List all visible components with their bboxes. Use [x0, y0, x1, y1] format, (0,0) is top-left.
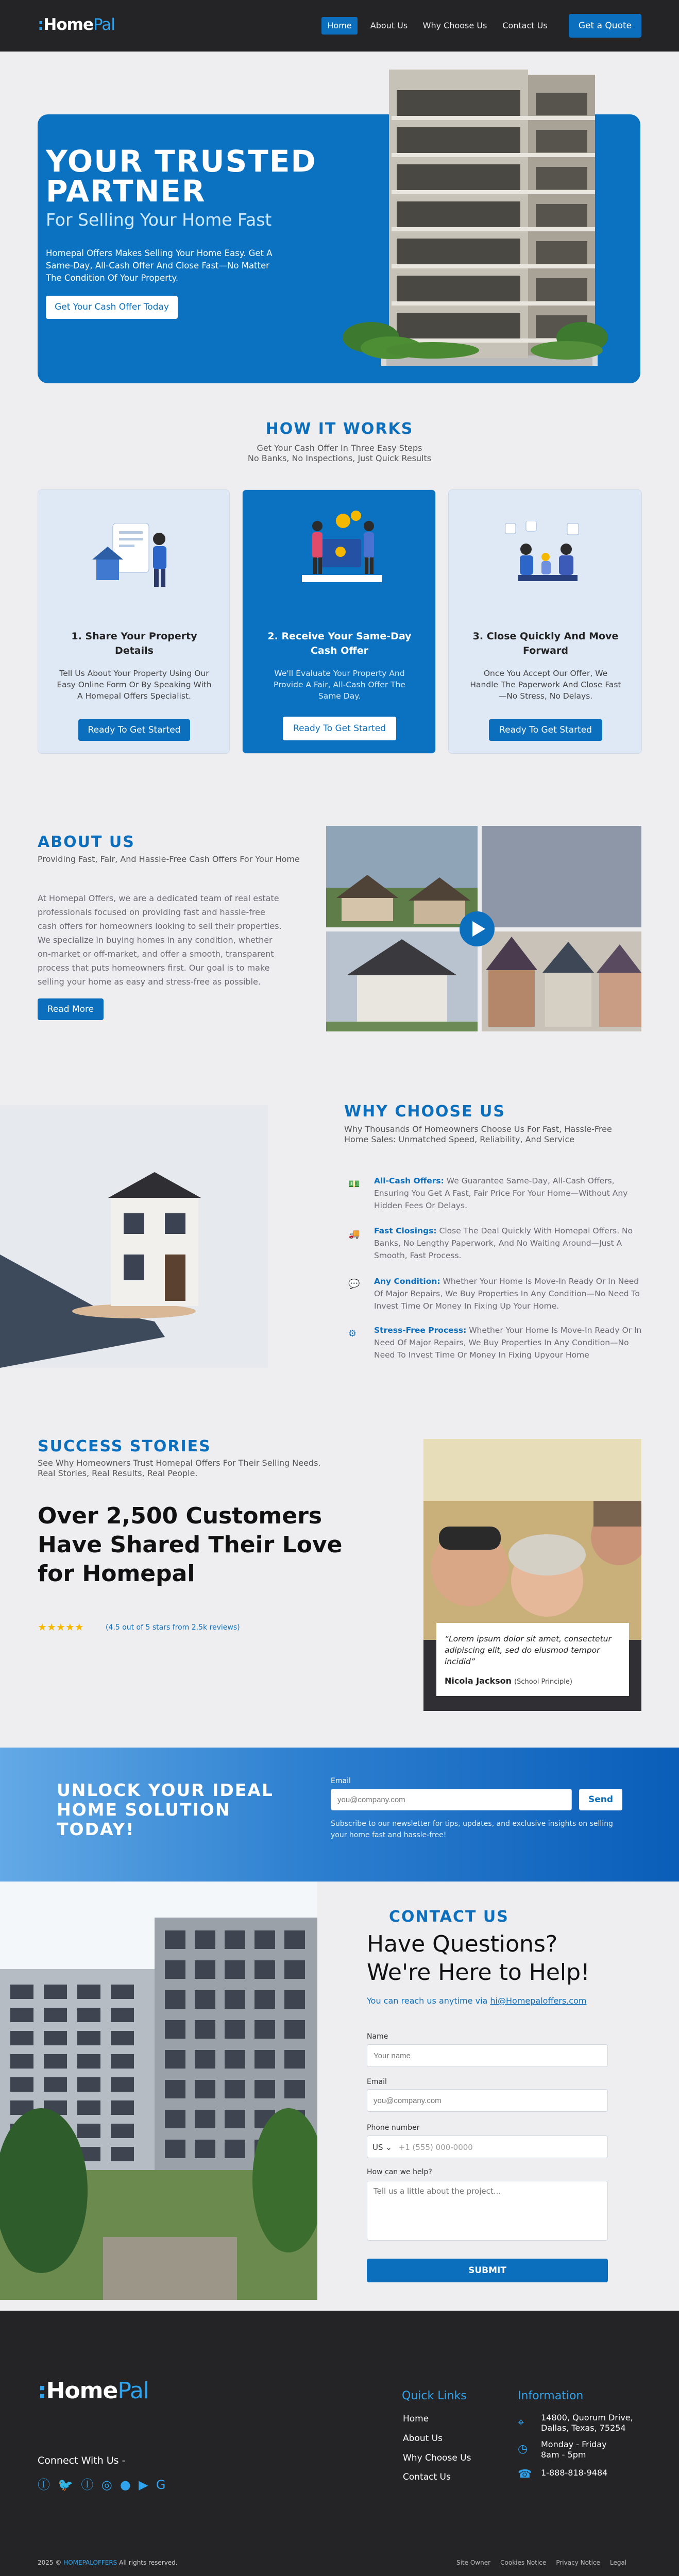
star-icon: ★ [46, 1621, 56, 1633]
contact-building-image [0, 1882, 317, 2300]
star-icon: ★ [38, 1621, 47, 1633]
stories-big2: Have Shared Their Love [38, 1532, 343, 1558]
stories-big3: for Homepal [38, 1561, 195, 1587]
youtube-icon[interactable]: ▶ [139, 2478, 148, 2492]
newsletter-email-label: Email [331, 1777, 351, 1785]
stress-free-icon: ⚙ [348, 1328, 357, 1339]
fast-icon: 🚚 [348, 1229, 360, 1240]
linkedin-icon[interactable]: ⓛ [81, 2478, 94, 2492]
get-quote-button[interactable]: Get a Quote [569, 14, 641, 38]
phone-field [367, 2136, 608, 2158]
step-2-text: We'll Evaluate Your Property And Provide A Fair, All-Cash Offer The Same Day. [274, 669, 405, 701]
information-title: Information [518, 2389, 584, 2402]
step-3-cta[interactable]: Ready To Get Started [489, 719, 602, 741]
site-footer [0, 2311, 679, 2576]
newsletter-email-input[interactable] [331, 1789, 572, 1810]
google-icon[interactable]: G [156, 2478, 166, 2492]
footer-link-contact[interactable]: Contact Us [403, 2472, 451, 2482]
site-header [0, 0, 679, 52]
read-more-button[interactable]: Read More [38, 998, 104, 1020]
nav-home[interactable]: Home [321, 17, 358, 35]
how-sub1: Get Your Cash Offer In Three Easy Steps [257, 443, 422, 453]
legal-legal[interactable]: Legal [610, 2559, 627, 2566]
submit-button[interactable]: SUBMIT [367, 2259, 608, 2282]
hero-subtitle: For Selling Your Home Fast [46, 210, 272, 230]
newsletter-send-button[interactable]: Send [579, 1789, 622, 1810]
newsletter-title-2: HOME SOLUTION [57, 1800, 231, 1820]
legal-privacy[interactable]: Privacy Notice [556, 2559, 600, 2566]
legal-links [456, 2559, 626, 2566]
why-item-4: Stress-Free Process: Whether Your Home Is Move-In Ready Or In Need Of Major Repairs, We Buy Properties In Any Condition—No Need To Invest Time Or Money In Fixing Upyour Home [374, 1326, 642, 1360]
footer-link-about[interactable]: About Us [403, 2433, 443, 2444]
location-icon: ⌖ [518, 2416, 524, 2429]
house-on-hand-image [0, 1105, 268, 1368]
social-icons [38, 2475, 165, 2493]
stories-title: SUCCESS STORIES [38, 1437, 211, 1455]
stories-sub1: See Why Homeowners Trust Homepal Offers For Their Selling Needs. [38, 1458, 321, 1468]
footer-link-why[interactable]: Why Choose Us [403, 2453, 471, 2463]
address-line1: 14800, Quorum Drive, [541, 2413, 633, 2422]
cash-icon: 💵 [348, 1179, 360, 1190]
legal-cookies[interactable]: Cookies Notice [500, 2559, 547, 2566]
apartment-building-image [340, 70, 618, 374]
step-3-text: Once You Accept Our Offer, We Handle The Paperwork And Close Fast—No Stress, No Delays. [470, 669, 621, 701]
apple-icon[interactable]: ● [120, 2478, 131, 2492]
condition-icon: 💬 [348, 1279, 360, 1290]
newsletter-title-1: UNLOCK YOUR IDEAL [57, 1780, 274, 1800]
star-icon: ★ [74, 1621, 84, 1633]
country-code-select[interactable]: US ⌄ [372, 2143, 392, 2152]
newsletter-note: Subscribe to our newsletter for tips, updates, and exclusive insights on selling your home fast and hassle-free! [331, 1820, 613, 1839]
email-input[interactable] [367, 2089, 608, 2112]
footer-logo[interactable]: :HomePal [38, 2378, 149, 2404]
step-1-text: Tell Us About Your Property Using Our Easy Online Form Or By Speaking With A Homepal Offers Specialist. [57, 669, 212, 701]
hero-cta-button[interactable]: Get Your Cash Offer Today [46, 296, 178, 319]
connect-label: Connect With Us - [38, 2455, 126, 2466]
contact-email-link[interactable]: hi@Homepaloffers.com [490, 1996, 587, 2006]
step-1-cta[interactable]: Ready To Get Started [78, 719, 190, 741]
why-item-1: All-Cash Offers: We Guarantee Same-Day, All-Cash Offers, Ensuring You Get A Fast, Fair Price For Your Home—Without Any Hidden Fees Or Delays. [374, 1176, 628, 1210]
newsletter-section [0, 1748, 679, 1882]
name-input[interactable] [367, 2044, 608, 2067]
property-form-illustration [92, 523, 180, 590]
cash-offer-illustration [297, 508, 384, 585]
twitter-icon[interactable]: 🐦 [58, 2478, 74, 2492]
nav-contact[interactable]: Contact Us [502, 21, 548, 30]
hero-title-line2: PARTNER [46, 174, 206, 209]
testimonial-card [436, 1623, 629, 1696]
hero-title-line1: YOUR TRUSTED [46, 144, 317, 179]
step-card-1 [38, 489, 230, 754]
footer-link-home[interactable]: Home [403, 2414, 429, 2424]
about-body: At Homepal Offers, we are a dedicated team of real estate professionals focused on providing fast and hassle-free cash offers for homeowners looking to sell their properties. We specialize in buying homes in any condition, whether on-market or off-market, and offer a smooth, transparent process that puts homeowners first. Our goal is to make selling your home as easy and stress-free as possible. [38, 893, 282, 987]
step-3-title: 3. Close Quickly And Move Forward [472, 631, 619, 656]
phone-input[interactable]: +1 (555) 000-0000 [398, 2143, 473, 2152]
star-icon: ★ [56, 1621, 65, 1633]
about-sub: Providing Fast, Fair, And Hassle-Free Cash Offers For Your Home [38, 854, 300, 864]
step-2-cta[interactable]: Ready To Get Started [283, 717, 396, 740]
houses-image-grid [326, 826, 641, 1031]
stories-big1: Over 2,500 Customers [38, 1503, 322, 1529]
hours-line2: 8am - 5pm [541, 2450, 586, 2460]
instagram-icon[interactable]: ◎ [101, 2478, 112, 2492]
about-title: ABOUT US [38, 833, 135, 851]
step-card-2 [242, 489, 436, 754]
help-label: How can we help? [367, 2168, 432, 2176]
logo[interactable]: :HomePal [38, 15, 115, 34]
step-1-title: 1. Share Your Property Details [71, 631, 197, 656]
address-line2: Dallas, Texas, 75254 [541, 2423, 626, 2433]
legal-site-owner[interactable]: Site Owner [456, 2559, 491, 2566]
why-item-3: Any Condition: Whether Your Home Is Move-In Ready Or In Need Of Major Repairs, We Buy Properties In Any Condition—No Need To Invest Time Or Money In Fixing Up Your Home. [374, 1277, 640, 1311]
contact-big2: We're Here to Help! [367, 1959, 590, 1986]
step-card-3 [448, 489, 642, 754]
name-label: Name [367, 2032, 388, 2041]
chevron-down-icon: ⌄ [385, 2143, 392, 2152]
stories-sub2: Real Stories, Real Results, Real People. [38, 1468, 198, 1478]
family-move-illustration [505, 521, 588, 590]
hero-body: Homepal Offers Makes Selling Your Home Easy. Get A Same-Day, All-Cash Offer And Close Fast—No Matter The Condition Of Your Property. [46, 248, 273, 283]
step-2-title: 2. Receive Your Same-Day Cash Offer [267, 631, 412, 656]
quick-links-title: Quick Links [402, 2389, 467, 2402]
rating-stars [38, 1621, 84, 1633]
why-item-2: Fast Closings: Close The Deal Quickly With Homepal Offers. No Banks, No Lengthy Paperwork, And No Waiting Around—Just A Smooth, Fast Process. [374, 1226, 633, 1260]
help-textarea[interactable] [367, 2181, 608, 2241]
testimonial-quote: “Lorem ipsum dolor sit amet, consectetur adipiscing elit, sed do eiusmod tempor incidid” [445, 1634, 612, 1666]
star-icon: ★ [65, 1621, 75, 1633]
hours-line1: Monday - Friday [541, 2439, 607, 2449]
newsletter-title-3: TODAY! [57, 1819, 135, 1839]
why-title: WHY CHOOSE US [344, 1103, 506, 1121]
testimonial-author: Nicola Jackson (School Principle) [445, 1676, 572, 1686]
nav-about[interactable]: About Us [370, 21, 408, 30]
nav-why[interactable]: Why Choose Us [422, 21, 487, 30]
email-label: Email [367, 2078, 387, 2086]
copyright: 2025 © HOMEPALOFFERS All rights reserved. [38, 2559, 178, 2566]
clock-icon: ◷ [518, 2443, 528, 2455]
contact-big1: Have Questions? [367, 1931, 558, 1957]
facebook-icon[interactable]: ⓕ [38, 2478, 50, 2492]
how-title: HOW IT WORKS [265, 420, 414, 438]
phone-label: Phone number [367, 2124, 420, 2132]
rating-text: (4.5 out of 5 stars from 2.5k reviews) [106, 1623, 240, 1632]
why-sub: Why Thousands Of Homeowners Choose Us For Fast, Hassle-Free Home Sales: Unmatched Speed, Reliability, And Service [344, 1124, 612, 1144]
how-sub2: No Banks, No Inspections, Just Quick Results [247, 453, 432, 463]
phone-icon: ☎ [518, 2468, 532, 2481]
contact-reach: You can reach us anytime via hi@Homepaloffers.com [367, 1996, 587, 2006]
footer-phone[interactable]: 1-888-818-9484 [541, 2468, 608, 2478]
contact-title: CONTACT US [389, 1908, 509, 1926]
